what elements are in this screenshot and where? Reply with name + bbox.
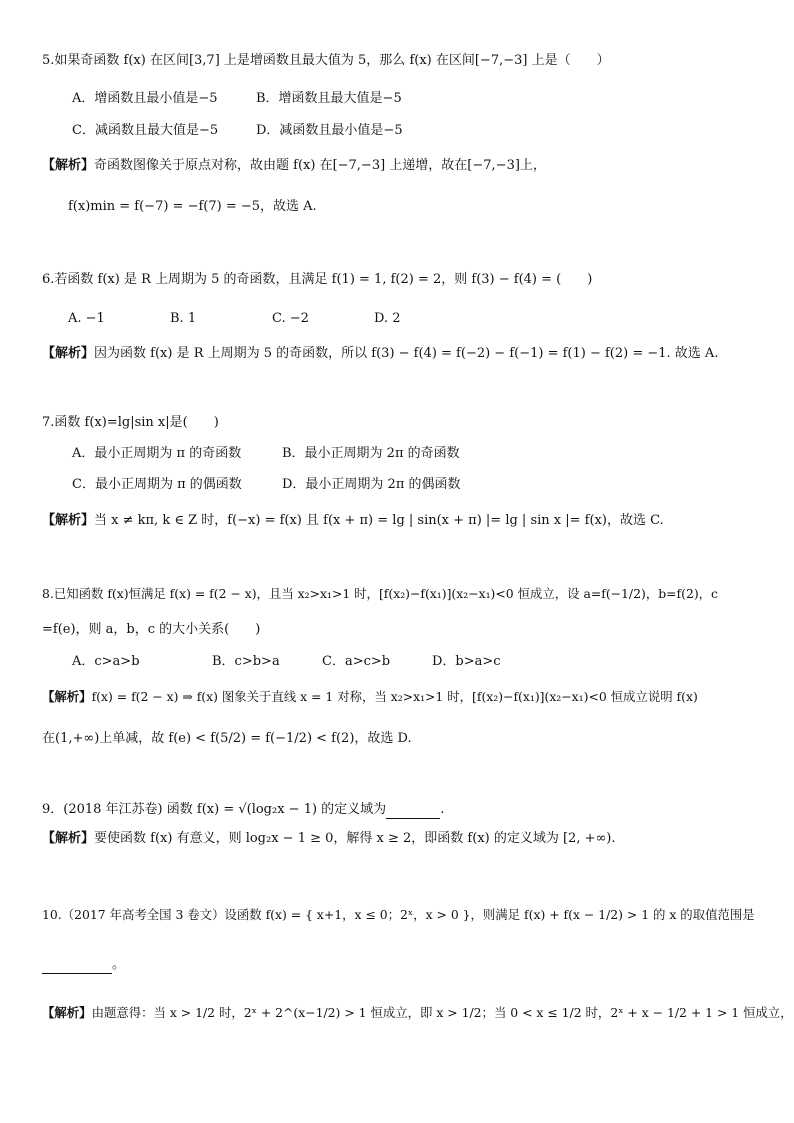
q8-analysis-tag: 【解析】 (42, 689, 92, 704)
q5-option-d: D．减函数且最小值是−5 (256, 123, 403, 138)
q9-analysis-tag: 【解析】 (42, 831, 95, 846)
q10-answer-blank (42, 960, 112, 974)
q6-option-d: D. 2 (374, 311, 401, 326)
q7-analysis-text-1: 当 x ≠ kπ, k ∈ Z 时，f(−x) = f(x) 且 f(x + π) = lg | sin(x + π) |= lg | sin x |= f(x)，故选 C. (94, 513, 664, 528)
q10-analysis-tag: 【解析】 (42, 1005, 92, 1020)
q9-stem (42, 801, 754, 819)
q9-analysis (42, 830, 754, 848)
q8-option-b: B．c>b>a (212, 654, 280, 669)
q7-options-row-2 (72, 476, 754, 494)
q8-stem-1: 8.已知函数 f(x)恒满足 f(x) = f(2 − x)，且当 x₂>x₁>1 时，[f(x₂)−f(x₁)](x₂−x₁)<0 恒成立，设 a=f(−1/2)，b=f(2)，c (42, 586, 718, 601)
q7-option-a: A．最小正周期为 π 的奇函数 (72, 446, 242, 461)
q5-analysis-tag: 【解析】 (42, 158, 95, 173)
q8-stem-2: =f(e)，则 a，b，c 的大小关系( ) (42, 622, 261, 637)
q7-option-b: B．最小正周期为 2π 的奇函数 (282, 446, 460, 461)
q9-stem-end: . (440, 802, 445, 817)
q10-stem: 10.（2017 年高考全国 3 卷文）设函数 f(x) = { x+1，x ≤ 0；2ˣ，x > 0 }，则满足 f(x) + f(x − 1/2) > 1 的 x 的取值范围是 (42, 907, 755, 922)
q7-analysis (42, 512, 754, 530)
q10-stem-end-line (42, 956, 754, 974)
q7-option-d: D．最小正周期为 2π 的偶函数 (282, 477, 461, 492)
q8-options-row (72, 653, 754, 671)
q10-analysis-text-1: 由题意得：当 x > 1/2 时，2ˣ + 2^(x−1/2) > 1 恒成立，即 x > 1/2；当 0 < x ≤ 1/2 时，2ˣ + x − 1/2 + 1 > 1 恒成立， (91, 1005, 793, 1020)
q6-option-a: A. −1 (68, 311, 105, 326)
q6-options-row (68, 310, 754, 328)
q5-analysis (42, 157, 754, 175)
q6-analysis-text-1: 因为函数 f(x) 是 R 上周期为 5 的奇函数，所以 f(3) − f(4) = f(−2) − f(−1) = f(1) − f(2) = −1. 故选 A. (94, 346, 719, 361)
q6-option-c: C. −2 (272, 311, 309, 326)
q7-options-row-1 (72, 445, 754, 463)
q5-option-b: B．增函数且最大值是−5 (256, 91, 402, 106)
q8-analysis-text-1: f(x) = f(2 − x) ⇒ f(x) 图象关于直线 x = 1 对称，当 x₂>x₁>1 时，[f(x₂)−f(x₁)](x₂−x₁)<0 恒成立说明 f(x) (91, 689, 698, 704)
q5-option-a: A．增函数且最小值是−5 (72, 91, 218, 106)
q5-stem: 5.如果奇函数 f(x) 在区间[3,7] 上是增函数且最大值为 5，那么 f(x) 在区间[−7,−3] 上是（ ） (42, 53, 610, 68)
q5-analysis-text-2: f(x)min = f(−7) = −f(7) = −5，故选 A. (68, 199, 317, 214)
q6-analysis-tag: 【解析】 (42, 346, 95, 361)
q9-answer-blank (386, 805, 440, 819)
q7-analysis-tag: 【解析】 (42, 513, 95, 528)
q7-stem: 7.函数 f(x)=lg|sin x|是( ) (42, 415, 219, 430)
q10-analysis (42, 1004, 793, 1022)
q8-option-c: C．a>c>b (322, 654, 391, 669)
q9-stem-text: 9．(2018 年江苏卷) 函数 f(x) = √(log₂x − 1) 的定义域为 (42, 802, 387, 817)
q9-analysis-text-1: 要使函数 f(x) 有意义，则 log₂x − 1 ≥ 0，解得 x ≥ 2，即函数 f(x) 的定义域为 [2, +∞). (94, 831, 616, 846)
q7-option-c: C．最小正周期为 π 的偶函数 (72, 477, 242, 492)
q8-option-d: D．b>a>c (432, 654, 501, 669)
q5-options-row-2 (72, 122, 754, 140)
q8-analysis-text-2: 在(1,+∞)上单减，故 f(e) < f(5/2) = f(−1/2) < f(2)，故选 D. (42, 731, 412, 746)
q8-analysis (42, 688, 754, 706)
q6-analysis (42, 345, 754, 363)
q6-stem: 6.若函数 f(x) 是 R 上周期为 5 的奇函数，且满足 f(1) = 1, f(2) = 2，则 f(3) − f(4) = ( ) (42, 272, 593, 287)
q10-stem-end: 。 (112, 957, 126, 972)
q5-option-c: C．减函数且最大值是−5 (72, 123, 219, 138)
q5-analysis-text-1: 奇函数图像关于原点对称，故由题 f(x) 在[−7,−3] 上递增，故在[−7,−3]上， (94, 158, 546, 173)
q5-options-row-1 (72, 90, 754, 108)
q6-option-b: B. 1 (170, 311, 197, 326)
q8-option-a: A．c>a>b (72, 654, 140, 669)
